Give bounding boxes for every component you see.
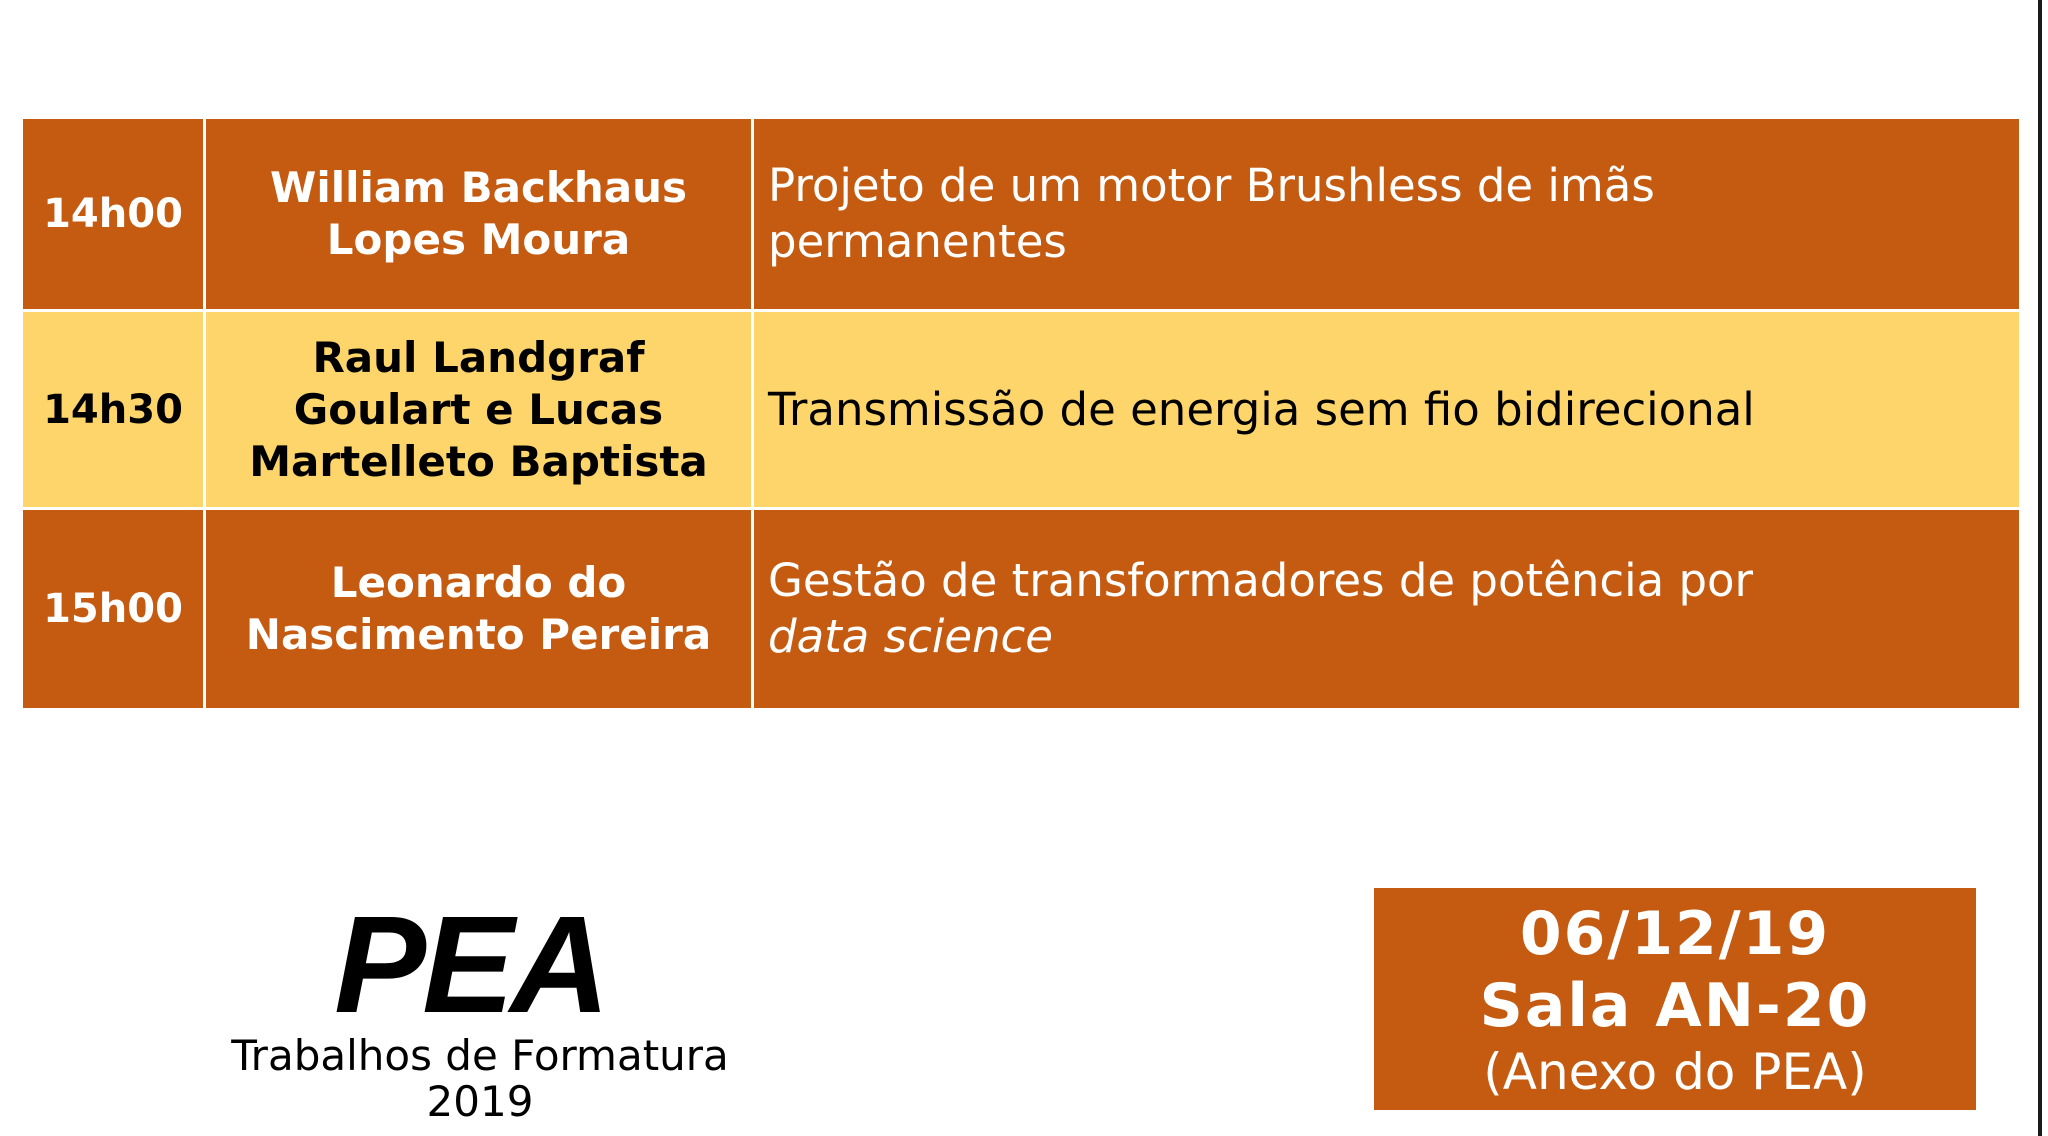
title-line: permanentes xyxy=(768,215,1067,268)
event-info-box xyxy=(1374,888,1976,1110)
presenter-line: Lopes Moura xyxy=(326,215,631,264)
presenter-cell xyxy=(205,118,753,311)
table-row xyxy=(22,509,2021,710)
table-row xyxy=(22,311,2021,509)
presenter-line: William Backhaus xyxy=(270,163,687,212)
presenter-line: Raul Landgraf xyxy=(312,332,645,382)
presenter-cell xyxy=(205,509,753,710)
table-row xyxy=(22,118,2021,311)
pea-logo xyxy=(200,888,760,1126)
logo-subtitle: Trabalhos de Formatura xyxy=(231,1031,729,1080)
presenter-line: Martelleto Baptista xyxy=(249,436,708,486)
slide-right-edge xyxy=(2038,0,2042,1136)
title-line: Gestão de transformadores de potência por xyxy=(768,554,1754,607)
presenter-line: Leonardo do xyxy=(330,558,627,607)
event-note: (Anexo do PEA) xyxy=(1483,1043,1867,1101)
presenter-line: Nascimento Pereira xyxy=(245,610,712,659)
title-line: Projeto de um motor Brushless de imãs xyxy=(768,159,1655,212)
event-date: 06/12/19 xyxy=(1519,899,1831,969)
presenter-cell xyxy=(205,311,753,509)
event-room: Sala AN-20 xyxy=(1479,971,1871,1041)
presenter-line: Goulart e Lucas xyxy=(293,384,664,434)
title-line: Transmissão de energia sem fio bidirecional xyxy=(768,382,1755,436)
time-cell: 14h30 xyxy=(22,311,205,509)
title-line-italic: data science xyxy=(768,610,1053,663)
logo-mark: PEA xyxy=(334,888,606,1042)
logo-year: 2019 xyxy=(426,1077,534,1126)
time-cell: 15h00 xyxy=(22,509,205,710)
title-cell xyxy=(753,509,2021,710)
time-cell: 14h00 xyxy=(22,118,205,311)
title-cell xyxy=(753,118,2021,311)
title-cell xyxy=(753,311,2021,509)
schedule-table xyxy=(20,116,2022,711)
